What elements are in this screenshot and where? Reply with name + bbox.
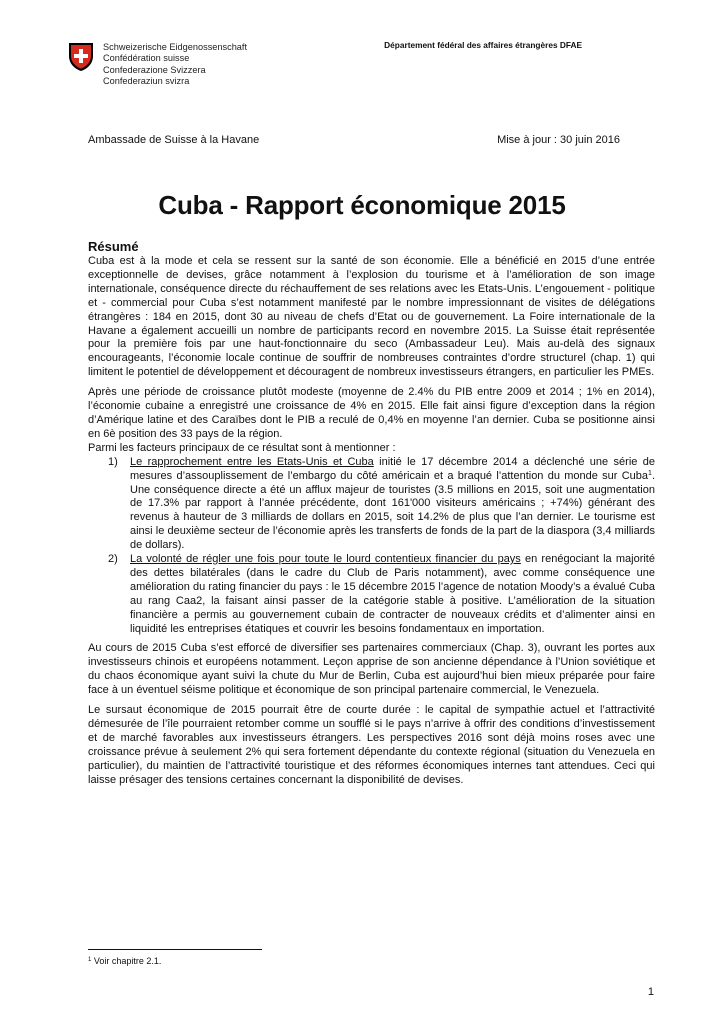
embassy-name: Ambassade de Suisse à la Havane bbox=[88, 134, 260, 146]
summary-heading: Résumé bbox=[88, 239, 139, 254]
footnote-ref: 1 bbox=[648, 469, 652, 477]
footnote bbox=[88, 956, 161, 966]
agency-name-block bbox=[103, 42, 247, 88]
summary-paragraph-5: Le sursaut économique de 2015 pourrait être de courte durée : le capital de sympathie actuel et l’attractivité démesurée de l’île pourraient retomber comme un soufflé si le pays n’arrive à offrir des conditions d’investissement et de marché favorables aux investisseurs étrangers. Les perspectives 2016 sont déjà moins roses avec une croissance prévue à seulement 2% qui sera fortement dépendante du contexte régional (situation du Venezuela en particulier), du maintien de l’attractivité touristique et des réformes économiques internes tant attendues. Ceci qui laisse présager des tensions certaines concernant la disponibilité de devises. bbox=[88, 704, 655, 786]
agency-line-fr: Confédération suisse bbox=[103, 53, 190, 64]
list-item-number: 2) bbox=[108, 553, 118, 566]
page-title: Cuba - Rapport économique 2015 bbox=[158, 190, 566, 220]
summary-paragraph-2: Après une période de croissance plutôt modeste (moyenne de 2.4% du PIB entre 2009 et 2014 ; 1% en 2014), l’économie cubaine a enregistré une croissance de 4% en 2015. Elle fait ainsi figure d’exception dans la région d’Amérique latine et des Caraïbes dont le PIB a reculé de 0,4% en moyenne l’an dernier. Cuba se positionne ainsi en 6è position des 33 pays de la région. bbox=[88, 386, 655, 440]
list-item bbox=[88, 553, 655, 636]
summary-paragraph-4: Au cours de 2015 Cuba s’est efforcé de diversifier ses partenaires commerciaux (Chap. 3), ouvrant les portes aux investisseurs chinois et européens notamment. Leçon apprise de son ancienne dépendance à l’Union soviétique et du chaos économique ayant suivi la chute du Mur de Berlin, Cuba est aujourd’hui bien mieux préparée pour faire face à un éventuel séisme politique et économique de son principal partenaire commercial, le Venezuela. bbox=[88, 642, 655, 697]
agency-line-rm: Confederaziun svizra bbox=[103, 76, 190, 87]
footnote-divider bbox=[88, 949, 262, 950]
update-date: Mise à jour : 30 juin 2016 bbox=[497, 134, 620, 146]
summary-paragraph-1: Cuba est à la mode et cela se ressent sur la santé de son économie. Elle a bénéficié en 2015 d’une entrée exceptionnelle de devises, grâce notamment à l’explosion du tourisme et à l’amélioration de son image internationale, conséquence directe du réchauffement de ses relations avec les Etats-Unis. L’engouement - politique et - commercial pour Cuba s’est notamment manifesté par le nombre impressionnant de visites de délégations étrangères : 184 en 2015, dont 30 au niveau de chefs d’Etat ou de gouvernement. La Foire internationale de la Havane a également accueilli un nombre de participants record en novembre 2015. La Suisse était représentée pour la première fois par une haut-fonctionnaire du seco (Ambassadeur Leu). Mais au-delà des signaux encourageants, l’économie locale continue de souffrir de nombreuses contraintes d’ordre structurel (chap. 1) qui limitent le potentiel de développement et découragent de nombreux investisseurs étrangers, en particulier les PMEs. bbox=[88, 255, 655, 379]
agency-line-it: Confederazione Svizzera bbox=[103, 64, 206, 75]
factors-list bbox=[88, 456, 655, 637]
list-item-underlined: Le rapprochement entre les Etats-Unis et Cuba bbox=[130, 455, 374, 468]
factors-intro: Parmi les facteurs principaux de ce résultat sont à mentionner : bbox=[88, 441, 396, 454]
page-number: 1 bbox=[647, 986, 654, 998]
list-item bbox=[88, 456, 655, 553]
list-item-text-continued: . Une conséquence directe a été un afflux majeur de touristes (3.5 millions en 2015, soit une augmentation de 17.3% par rapport à l’année précédente, dont 161'000 visiteurs américains ; +74%) générant des revenus à hauteur de 3 milliards de dollars en 2015, soit 14.2% de plus que l’an dernier. Le tourisme est ainsi le deuxième secteur de l’économie après les transferts de fonds de la part de la diaspora (3,4 milliards de dollars). bbox=[130, 469, 655, 552]
agency-line-de: Schweizerische Eidgenossenschaft bbox=[103, 42, 248, 52]
footnote-number: 1 bbox=[88, 957, 92, 963]
swiss-cross-shield-icon bbox=[68, 42, 94, 72]
list-item-text: initié le 17 décembre 2014 a déclenché une série de mesures d’assouplissement de l’embargo du côté américain et a braqué l’attention du monde sur Cuba bbox=[130, 455, 655, 482]
document-body bbox=[88, 239, 655, 794]
footnote-text: Voir chapitre 2.1. bbox=[91, 956, 162, 966]
list-item-number: 1) bbox=[108, 455, 118, 468]
list-item-underlined: La volonté de régler une fois pour toute le lourd contentieux financier du pays bbox=[130, 553, 521, 566]
list-item-text: en renégociant la majorité des dettes bilatérales (dans le cadre du Club de Paris notamment), avec comme conséquence une amélioration du rating financier du pays : le 15 décembre 2015 l’agence de notation Moody’s a évalué Cuba au rang Caa2, la faisant ainsi passer de la catégorie stable à positive. L’amélioration de la situation financière a permis au gouvernement cubain de contracter de nouveaux crédits et d’alimenter ainsi en liquidité les entreprises étatiques et couvrir les besoins fondamentaux en importation. bbox=[130, 553, 655, 635]
department-name: Département fédéral des affaires étrangères DFAE bbox=[384, 40, 582, 50]
